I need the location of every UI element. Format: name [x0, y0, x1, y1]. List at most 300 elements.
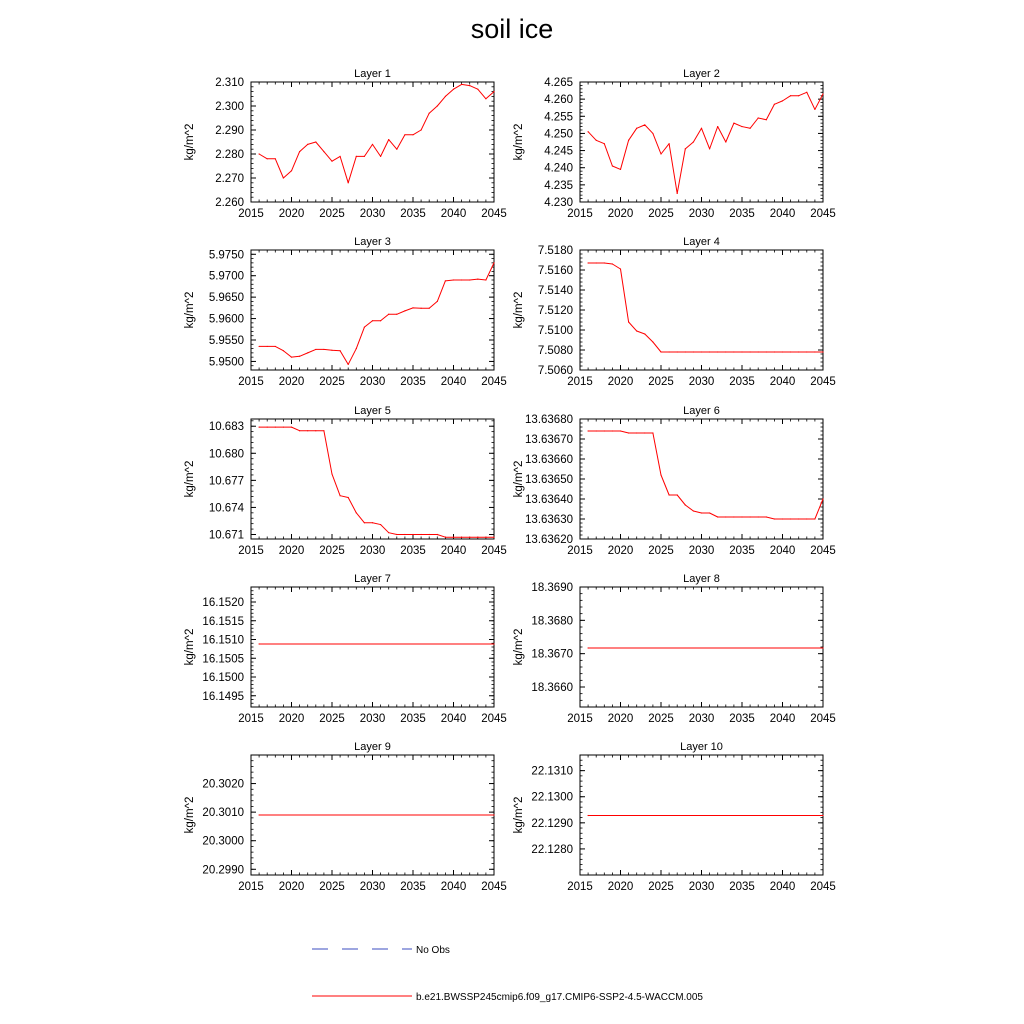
y-tick-label: 13.63620: [525, 534, 573, 546]
panel-title: Layer 3: [354, 236, 391, 248]
data-point: [421, 129, 422, 130]
plot-frame: [251, 82, 494, 202]
y-tick-label: 20.3020: [202, 778, 244, 791]
data-point: [782, 100, 783, 101]
data-point: [348, 182, 349, 183]
y-tick-label: 10.674: [208, 502, 244, 515]
y-tick-label: 22.1290: [531, 817, 573, 830]
y-tick-label: 2.310: [215, 77, 244, 89]
x-tick-label: 2030: [359, 881, 386, 893]
x-tick-label: 2025: [648, 713, 674, 725]
data-point: [259, 427, 260, 428]
data-point: [307, 144, 308, 145]
data-point: [477, 89, 478, 90]
data-point: [404, 134, 405, 135]
data-point: [822, 498, 823, 499]
y-axis-label: kg/m^2: [184, 628, 196, 666]
data-point: [750, 516, 751, 517]
data-point: [636, 330, 637, 331]
data-point: [669, 351, 670, 352]
y-tick-label: 2.290: [215, 125, 244, 137]
y-tick-label: 5.9500: [208, 356, 244, 369]
x-tick-label: 2045: [810, 713, 836, 725]
panel-title: Layer 6: [683, 405, 720, 417]
x-tick-label: 2030: [359, 376, 386, 388]
data-point: [331, 350, 332, 351]
data-point: [693, 351, 694, 352]
x-tick-label: 2025: [319, 713, 345, 725]
data-point: [493, 262, 494, 263]
x-tick-label: 2025: [319, 545, 345, 557]
plot-frame: [251, 419, 494, 539]
x-tick-label: 2030: [688, 713, 715, 725]
data-point: [323, 430, 324, 431]
data-point: [461, 279, 462, 280]
legend: [312, 945, 703, 1003]
y-tick-label: 2.270: [215, 173, 244, 185]
y-axis-label: kg/m^2: [184, 291, 196, 329]
data-point: [741, 126, 742, 127]
data-point: [596, 262, 597, 263]
y-axis-label: kg/m^2: [513, 796, 525, 834]
y-tick-label: 4.235: [544, 179, 573, 192]
y-tick-label: 13.63680: [525, 414, 573, 426]
y-tick-label: 7.5180: [537, 245, 573, 257]
data-point: [741, 351, 742, 352]
data-point: [717, 516, 718, 517]
data-point: [469, 85, 470, 86]
data-point: [790, 95, 791, 96]
x-tick-label: 2025: [319, 881, 345, 893]
data-point: [660, 351, 661, 352]
x-tick-label: 2020: [607, 208, 634, 220]
x-tick-label: 2030: [688, 376, 715, 388]
x-tick-label: 2045: [481, 376, 507, 388]
x-tick-label: 2030: [688, 545, 715, 557]
data-point: [806, 92, 807, 93]
data-point: [798, 351, 799, 352]
data-point: [299, 151, 300, 152]
data-point: [758, 516, 759, 517]
panel-title: Layer 2: [683, 68, 720, 80]
y-tick-label: 10.677: [208, 475, 244, 488]
x-tick-label: 2030: [688, 208, 715, 220]
data-point: [445, 96, 446, 97]
y-tick-label: 2.260: [215, 197, 244, 209]
data-point: [766, 119, 767, 120]
data-point: [814, 518, 815, 519]
data-point: [644, 124, 645, 125]
panel-7: [184, 573, 507, 725]
x-tick-label: 2015: [567, 545, 593, 557]
x-tick-label: 2020: [278, 713, 305, 725]
x-tick-label: 2020: [607, 713, 634, 725]
data-point: [782, 351, 783, 352]
y-tick-label: 18.3690: [531, 582, 573, 594]
data-point: [604, 143, 605, 144]
x-tick-label: 2035: [400, 881, 426, 893]
data-point: [380, 156, 381, 157]
y-axis-label: kg/m^2: [184, 460, 196, 498]
data-point: [364, 156, 365, 157]
data-point: [267, 427, 268, 428]
data-point: [437, 105, 438, 106]
x-tick-label: 2015: [238, 713, 264, 725]
data-point: [741, 516, 742, 517]
data-point: [372, 522, 373, 523]
y-tick-label: 16.1495: [202, 690, 244, 703]
data-point: [774, 518, 775, 519]
x-tick-label: 2040: [769, 881, 796, 893]
x-tick-label: 2020: [278, 545, 305, 557]
x-tick-label: 2040: [769, 376, 796, 388]
y-tick-label: 18.3680: [531, 615, 573, 628]
data-point: [709, 351, 710, 352]
series-line: [588, 431, 823, 519]
data-point: [356, 512, 357, 513]
data-point: [636, 432, 637, 433]
panel-title: Layer 8: [683, 573, 720, 585]
data-point: [701, 128, 702, 129]
y-tick-label: 13.63640: [525, 494, 573, 506]
y-tick-label: 20.2990: [202, 864, 244, 877]
data-point: [652, 133, 653, 134]
data-point: [774, 104, 775, 105]
y-tick-label: 13.63630: [525, 514, 573, 526]
x-tick-label: 2045: [481, 713, 507, 725]
x-tick-label: 2040: [440, 713, 467, 725]
panel-1: [184, 68, 507, 220]
y-tick-label: 13.63650: [525, 474, 573, 486]
x-tick-label: 2035: [729, 881, 755, 893]
y-tick-label: 16.1500: [202, 672, 244, 684]
plot-frame: [251, 250, 494, 370]
data-point: [677, 351, 678, 352]
data-point: [356, 156, 357, 157]
data-point: [822, 93, 823, 94]
y-tick-label: 4.230: [544, 197, 573, 209]
data-point: [477, 537, 478, 538]
x-tick-label: 2015: [567, 208, 593, 220]
data-point: [628, 432, 629, 433]
panel-2: [513, 68, 836, 220]
data-point: [733, 351, 734, 352]
x-tick-label: 2020: [607, 881, 634, 893]
data-point: [331, 473, 332, 474]
data-point: [701, 351, 702, 352]
data-point: [348, 497, 349, 498]
data-point: [620, 268, 621, 269]
data-point: [798, 518, 799, 519]
x-tick-label: 2045: [810, 881, 836, 893]
data-point: [620, 430, 621, 431]
data-point: [493, 814, 494, 815]
x-tick-label: 2040: [769, 713, 796, 725]
data-point: [259, 153, 260, 154]
data-point: [388, 139, 389, 140]
data-point: [612, 165, 613, 166]
y-tick-label: 10.680: [208, 448, 244, 461]
data-point: [588, 262, 589, 263]
x-tick-label: 2025: [648, 208, 674, 220]
data-point: [493, 537, 494, 538]
data-point: [275, 346, 276, 347]
data-point: [307, 430, 308, 431]
data-point: [750, 351, 751, 352]
x-tick-label: 2045: [481, 881, 507, 893]
data-point: [429, 308, 430, 309]
data-point: [259, 643, 260, 644]
y-tick-label: 13.63660: [525, 454, 573, 466]
data-point: [806, 351, 807, 352]
panel-10: [513, 741, 836, 893]
data-point: [372, 144, 373, 145]
data-point: [412, 134, 413, 135]
data-point: [404, 310, 405, 311]
data-point: [461, 84, 462, 85]
data-point: [717, 351, 718, 352]
y-tick-label: 22.1310: [531, 765, 573, 778]
data-point: [340, 156, 341, 157]
panels-group: [184, 68, 836, 893]
data-point: [275, 427, 276, 428]
data-point: [283, 350, 284, 351]
y-tick-label: 16.1515: [202, 615, 244, 628]
y-tick-label: 5.9700: [208, 270, 244, 283]
x-tick-label: 2020: [607, 545, 634, 557]
data-point: [588, 430, 589, 431]
data-point: [445, 280, 446, 281]
plot-frame: [251, 587, 494, 707]
x-tick-label: 2020: [278, 881, 305, 893]
data-point: [445, 537, 446, 538]
data-point: [693, 510, 694, 511]
data-point: [612, 263, 613, 264]
y-tick-label: 7.5120: [537, 305, 573, 317]
data-point: [340, 495, 341, 496]
x-tick-label: 2040: [440, 881, 467, 893]
data-point: [725, 141, 726, 142]
series-line: [588, 92, 823, 193]
data-point: [628, 140, 629, 141]
x-tick-label: 2040: [440, 545, 467, 557]
data-point: [340, 350, 341, 351]
data-point: [396, 534, 397, 535]
data-point: [604, 430, 605, 431]
data-point: [588, 647, 589, 648]
y-tick-label: 4.240: [544, 162, 573, 175]
y-tick-label: 22.1300: [531, 791, 573, 804]
data-point: [267, 346, 268, 347]
data-point: [750, 128, 751, 129]
y-tick-label: 7.5060: [537, 365, 573, 377]
data-point: [259, 346, 260, 347]
plot-frame: [580, 82, 823, 202]
data-point: [717, 126, 718, 127]
panel-6: [513, 405, 836, 557]
x-tick-label: 2025: [319, 208, 345, 220]
x-tick-label: 2035: [400, 713, 426, 725]
data-point: [677, 193, 678, 194]
y-axis-label: kg/m^2: [513, 123, 525, 161]
panel-title: Layer 9: [354, 741, 391, 753]
panel-3: [184, 236, 507, 388]
data-point: [814, 109, 815, 110]
y-axis-label: kg/m^2: [513, 291, 525, 329]
data-point: [364, 327, 365, 328]
data-point: [604, 262, 605, 263]
data-point: [822, 815, 823, 816]
legend-model-label: b.e21.BWSSP245cmip6.f09_g17.CMIP6-SSP2-4.5-WACCM.005: [416, 992, 703, 1003]
data-point: [275, 158, 276, 159]
panel-4: [513, 236, 836, 388]
y-tick-label: 18.3670: [531, 648, 573, 661]
y-tick-label: 16.1505: [202, 653, 244, 666]
series-line: [588, 263, 823, 352]
y-tick-label: 22.1280: [531, 843, 573, 856]
data-point: [412, 307, 413, 308]
data-point: [588, 131, 589, 132]
x-tick-label: 2035: [729, 713, 755, 725]
panel-title: Layer 10: [680, 741, 723, 753]
data-point: [725, 516, 726, 517]
data-point: [669, 494, 670, 495]
plot-frame: [580, 587, 823, 707]
y-tick-label: 5.9550: [208, 335, 244, 347]
data-point: [822, 351, 823, 352]
data-point: [259, 814, 260, 815]
data-point: [485, 537, 486, 538]
data-point: [291, 170, 292, 171]
data-point: [758, 117, 759, 118]
data-point: [644, 333, 645, 334]
x-tick-label: 2040: [440, 376, 467, 388]
series-line: [259, 427, 494, 537]
data-point: [701, 512, 702, 513]
data-point: [636, 128, 637, 129]
data-point: [790, 518, 791, 519]
data-point: [774, 351, 775, 352]
x-tick-label: 2030: [688, 881, 715, 893]
x-tick-label: 2035: [400, 376, 426, 388]
data-point: [790, 351, 791, 352]
data-point: [380, 320, 381, 321]
x-tick-label: 2020: [278, 208, 305, 220]
data-point: [677, 494, 678, 495]
data-point: [733, 123, 734, 124]
y-tick-label: 16.1510: [202, 634, 244, 647]
panel-title: Layer 7: [354, 573, 391, 585]
data-point: [267, 158, 268, 159]
data-point: [628, 321, 629, 322]
data-point: [372, 320, 373, 321]
data-point: [644, 432, 645, 433]
panel-title: Layer 5: [354, 405, 391, 417]
panel-title: Layer 1: [354, 68, 391, 80]
data-point: [437, 534, 438, 535]
data-point: [806, 518, 807, 519]
y-axis-label: kg/m^2: [184, 123, 196, 161]
y-tick-label: 4.265: [544, 77, 573, 89]
data-point: [396, 314, 397, 315]
y-tick-label: 2.300: [215, 101, 244, 113]
data-point: [685, 148, 686, 149]
x-tick-label: 2040: [769, 545, 796, 557]
x-tick-label: 2035: [729, 545, 755, 557]
data-point: [283, 177, 284, 178]
data-point: [782, 518, 783, 519]
x-tick-label: 2025: [648, 881, 674, 893]
data-point: [652, 341, 653, 342]
x-tick-label: 2025: [319, 376, 345, 388]
data-point: [299, 430, 300, 431]
data-point: [485, 98, 486, 99]
x-tick-label: 2030: [359, 713, 386, 725]
y-tick-label: 5.9600: [208, 313, 244, 326]
data-point: [429, 534, 430, 535]
data-point: [412, 534, 413, 535]
data-point: [437, 301, 438, 302]
data-point: [725, 351, 726, 352]
data-point: [388, 532, 389, 533]
panel-5: [184, 405, 507, 557]
y-tick-label: 16.1520: [202, 597, 244, 609]
x-tick-label: 2015: [567, 881, 593, 893]
legend-obs-label: No Obs: [416, 945, 450, 956]
data-point: [709, 148, 710, 149]
data-point: [323, 349, 324, 350]
x-tick-label: 2015: [238, 545, 264, 557]
data-point: [315, 349, 316, 350]
x-tick-label: 2025: [648, 376, 674, 388]
data-point: [766, 516, 767, 517]
data-point: [596, 140, 597, 141]
data-point: [299, 356, 300, 357]
data-point: [596, 430, 597, 431]
data-point: [814, 351, 815, 352]
y-tick-label: 7.5080: [537, 345, 573, 357]
data-point: [766, 351, 767, 352]
y-tick-label: 7.5100: [537, 325, 573, 337]
panel-title: Layer 4: [683, 236, 720, 248]
y-tick-label: 7.5140: [537, 285, 573, 297]
y-tick-label: 20.3000: [202, 835, 244, 848]
data-point: [693, 141, 694, 142]
x-tick-label: 2045: [810, 545, 836, 557]
y-tick-label: 7.5160: [537, 265, 573, 277]
plot-frame: [580, 755, 823, 875]
data-point: [364, 522, 365, 523]
data-point: [421, 308, 422, 309]
y-axis-label: kg/m^2: [513, 628, 525, 666]
y-tick-label: 4.260: [544, 94, 573, 107]
data-point: [421, 534, 422, 535]
x-tick-label: 2045: [810, 208, 836, 220]
panel-8: [513, 573, 836, 725]
data-point: [733, 516, 734, 517]
x-tick-label: 2045: [481, 208, 507, 220]
x-tick-label: 2035: [729, 376, 755, 388]
x-tick-label: 2020: [607, 376, 634, 388]
y-axis-label: kg/m^2: [513, 460, 525, 498]
y-tick-label: 4.250: [544, 128, 573, 141]
x-tick-label: 2045: [810, 376, 836, 388]
x-tick-label: 2015: [238, 881, 264, 893]
x-tick-label: 2030: [359, 208, 386, 220]
data-point: [469, 279, 470, 280]
figure-title: soil ice: [470, 14, 554, 44]
x-tick-label: 2020: [278, 376, 305, 388]
